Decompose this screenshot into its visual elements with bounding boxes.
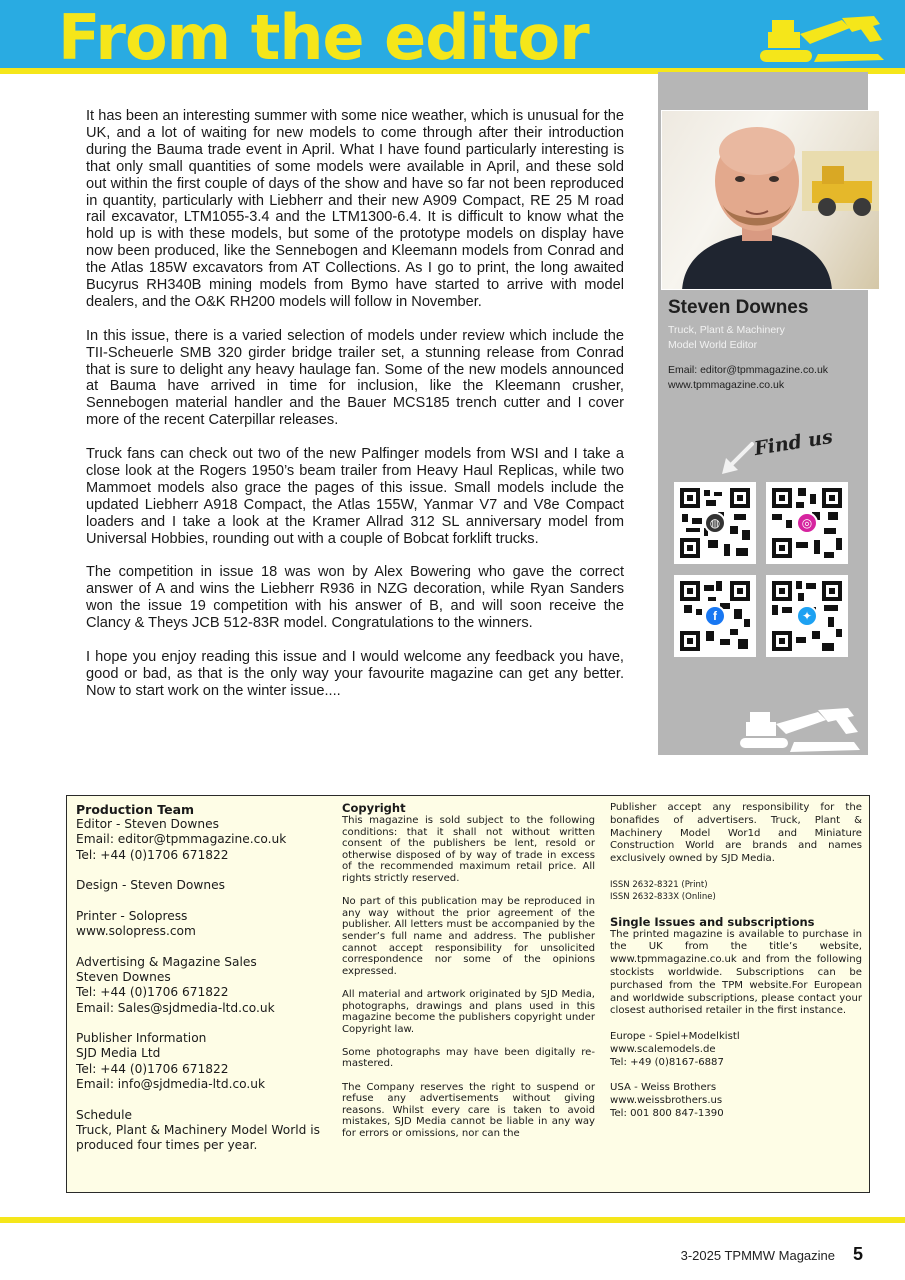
publisher-tel: Tel: +44 (0)1706 671822 [76, 1061, 229, 1076]
article-paragraph: It has been an interesting summer with some nice weather, which is unusual for the UK, and a lot of waiting for new models to come through after their introduction during the Bauma trade event in April. What I have found particularly interesting is that only small quantities of some models were available in April, and these sold out within the first couple of days of the show and have so far not been reproduced in quantity, particularly with Liebherr and their new A909 Compact, RE 25 M road rail excavator, LTM1055-3.4 and the LTM1300-6.4. It is difficult to know what the hold up is with these models, but some of the prototype models on display have now been produced, like the Sennebogen and Kleemann models from Conrad and the Atlas 185W excavators from AT Collections. As I go to print, the long awaited Bucyrus RH340B mining models from Bymo have started to arrive with model dealers, and the O&K RH200 models will follow in November. [86, 108, 624, 310]
publisher-email[interactable]: Email: info@sjdmedia-ltd.co.uk [76, 1077, 266, 1092]
globe-icon: ◍ [704, 512, 726, 534]
article-paragraph: In this issue, there is a varied selection of models under review which include the TII-Scheuerle SMB 320 girder bridge trailer set, a stunning release from Conrad that is sure to delight any heavy haulage fan. Some of the new models announced at Bauma have arrived in time for inclusion, like the Kleemann crusher, Sennebogen material handler and the Bauer MCS185 trench cutter and I cover more of the recent Caterpillar releases. [86, 327, 624, 429]
schedule-text: Truck, Plant & Machinery Model World is produced four times per year. [76, 1122, 320, 1153]
excavator-logo-icon [758, 10, 886, 66]
find-us-label: Find us [752, 425, 835, 461]
publisher-heading: Publisher Information [76, 1031, 207, 1046]
facebook-icon: f [704, 605, 726, 627]
editor-name: Steven Downes [668, 297, 809, 318]
subscriptions-column [610, 802, 862, 1121]
advertising-name: Steven Downes [76, 969, 171, 984]
copyright-column [342, 802, 595, 1140]
editor-sidebar [658, 72, 868, 755]
printer-credit: Printer - Solopress [76, 908, 188, 923]
copyright-paragraph: This magazine is sold subject to the following conditions: that it shall not without written consent of the publishers be lent, resold or otherwise disposed of by way of trade in excess of the recommended maximum retail price. All rights strictly reserved. [342, 815, 595, 884]
subscriptions-heading: Single Issues and subscriptions [610, 914, 815, 929]
editor-role [668, 323, 863, 353]
advertising-email[interactable]: Email: Sales@sjdmedia-ltd.co.uk [76, 1000, 275, 1015]
copyright-heading: Copyright [342, 801, 406, 815]
editor-tel-credit: Tel: +44 (0)1706 671822 [76, 847, 229, 862]
instagram-icon: ◎ [796, 512, 818, 534]
printer-website[interactable]: www.solopress.com [76, 924, 196, 939]
editor-photo [661, 110, 880, 290]
editorial-article [86, 108, 624, 717]
production-info-box [66, 795, 870, 1193]
editor-role-line: Model World Editor [668, 339, 758, 351]
publisher-name: SJD Media Ltd [76, 1046, 161, 1061]
publisher-disclaimer: Publisher accept any responsibility for the bonafides of advertisers. Truck, Plant & Machinery Model Wor1d and Miniature Construction World are brands and names exclusively owned by SJD Media. [610, 802, 862, 865]
arrow-down-left-icon [720, 440, 756, 476]
copyright-paragraph: No part of this publication may be reproduced in any way without the prior agreement of the publisher. All letters must be accompanied by the sender’s full name and address. The publisher cannot accept responsibility for unsolicited correspondence nor some of the opinions expressed. [342, 896, 595, 977]
editor-role-line: Truck, Plant & Machinery [668, 324, 785, 336]
editor-contact [668, 363, 866, 393]
copyright-paragraph: Some photographs may have been digitally re-mastered. [342, 1046, 595, 1070]
website-qr[interactable] [674, 482, 756, 564]
advertising-heading: Advertising & Magazine Sales [76, 954, 257, 969]
editor-credit: Editor - Steven Downes [76, 817, 219, 831]
europe-stockist: Europe - Spiel+Modelkistl [610, 1030, 740, 1042]
copyright-paragraph: The Company reserves the right to suspend or refuse any advertisements without giving reasons. Whilst every care is taken to avoid mistakes, SJD Media cannot be liable in any way for errors or omissions, nor can the [342, 1081, 595, 1140]
advertising-tel: Tel: +44 (0)1706 671822 [76, 985, 229, 1000]
issue-label: 3-2025 TPMMW Magazine [680, 1248, 835, 1263]
issn-print: ISSN 2632-8321 (Print) [610, 879, 708, 890]
facebook-qr[interactable] [674, 575, 756, 657]
production-team-column [76, 802, 338, 1154]
footer-rule [0, 1217, 905, 1223]
editor-portrait-icon [662, 111, 880, 290]
design-credit: Design - Steven Downes [76, 878, 225, 893]
europe-website[interactable]: www.scalemodels.de [610, 1043, 716, 1055]
europe-tel: Tel: +49 (0)8167-6887 [610, 1056, 724, 1068]
instagram-qr[interactable] [766, 482, 848, 564]
usa-tel: Tel: 001 800 847-1390 [610, 1107, 724, 1119]
usa-stockist: USA - Weiss Brothers [610, 1082, 717, 1094]
article-paragraph: The competition in issue 18 was won by Alex Bowering who gave the correct answer of A and wins the Liebherr R936 in NZG decoration, while Ryan Sanders won the issue 19 competition with his answer of B, and will soon receive the Clancy & Theys JCB 512-83R model. Congratulations to the winners. [86, 564, 624, 632]
copyright-paragraph: All material and artwork originated by SJD Media, photographs, drawings and plans used in this magazine become the publishers copyright under Copyright law. [342, 988, 595, 1035]
issn-online: ISSN 2632-833X (Online) [610, 891, 716, 902]
editor-email[interactable]: Email: editor@tpmmagazine.co.uk [668, 364, 829, 376]
article-paragraph: Truck fans can check out two of the new Palfinger models from WSI and I take a close look at the Rogers 1950’s beam trailer from Heavy Haul Replicas, while two Mammoet models also grace the pages of this issue. Small models include the updated Liebherr A918 Compact, the Atlas 155W, Yanmar V7 and V8e Compact loaders and I take a look at the Kramer Allrad 312 SL anniversary model from Universal Hobbies, rounding out with a couple of Bobcat forklift trucks. [86, 446, 624, 547]
production-team-heading: Production Team [76, 802, 195, 817]
twitter-icon: ✦ [796, 605, 818, 627]
subscriptions-text: The printed magazine is available to purchase in the UK from the title’s website, www.tpmmagazine.co.uk and from the following stockists worldwide. Subscriptions can be purchased from the TPM website.For European and worldwide subscriptions, please contact your closest authorised retailer in the first instance. [610, 928, 862, 1017]
editor-email-credit[interactable]: Email: editor@tpmmagazine.co.uk [76, 832, 287, 847]
editor-website[interactable]: www.tpmmagazine.co.uk [668, 379, 785, 391]
schedule-heading: Schedule [76, 1107, 133, 1122]
page-title: From the editor [58, 1, 589, 74]
usa-website[interactable]: www.weissbrothers.us [610, 1094, 723, 1106]
twitter-qr[interactable] [766, 575, 848, 657]
article-paragraph: I hope you enjoy reading this issue and I would welcome any feedback you have, good or bad, as that is the only way your favourite magazine can get any better. Now to start work on the winter issue.... [86, 648, 624, 699]
excavator-logo-icon [738, 704, 863, 754]
page-number: 5 [852, 1244, 863, 1264]
